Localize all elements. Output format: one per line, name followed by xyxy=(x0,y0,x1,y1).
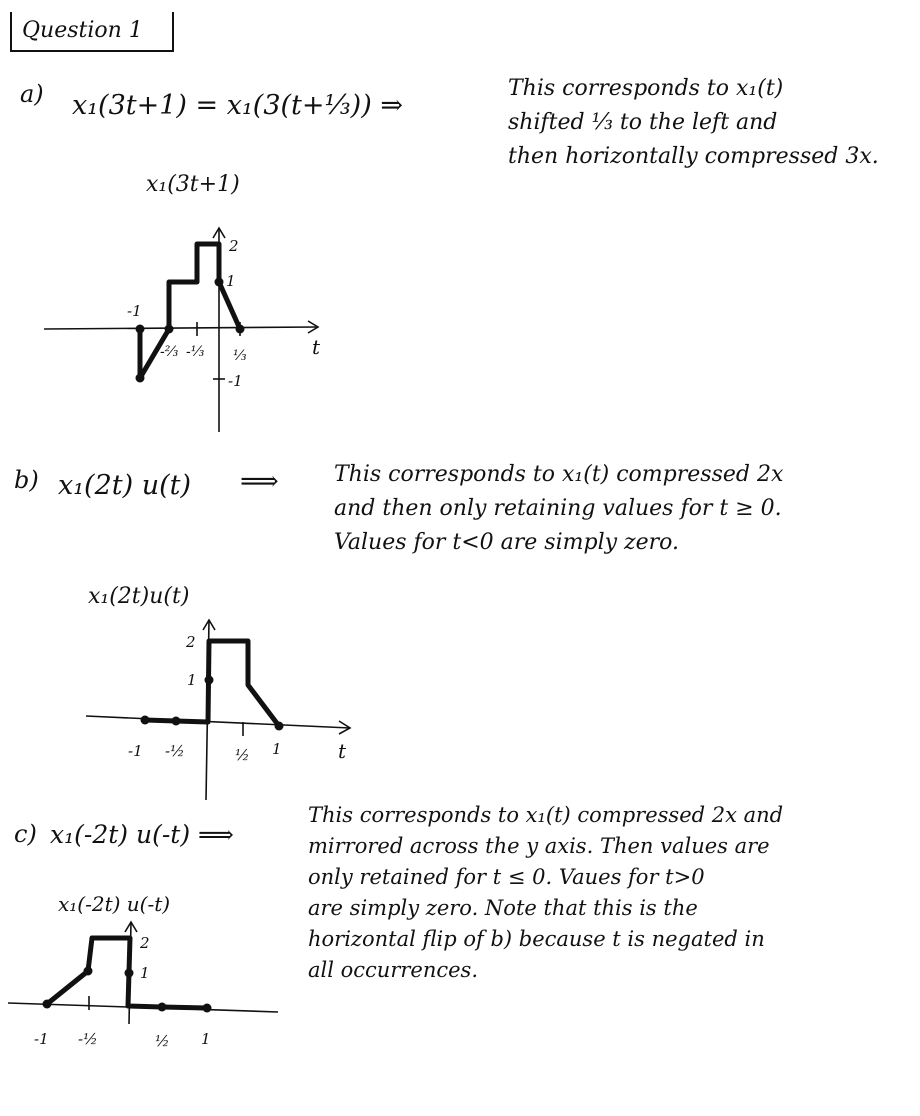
part-a-equation: x₁(3t+1) = x₁(3(t+⅓)) ⇒ xyxy=(72,90,403,121)
part-c-explanation-line: mirrored across the y axis. Then values are xyxy=(308,834,770,858)
plot-c-point xyxy=(43,1000,52,1009)
plot-c-tick-label: -1 xyxy=(34,1030,49,1048)
part-a-explanation-line: then horizontally compressed 3x. xyxy=(508,144,879,169)
plot-a-tick-label: -1 xyxy=(228,372,243,390)
plot-b-tick-label: 1 xyxy=(187,671,197,689)
plot-b-tick-label: 2 xyxy=(186,633,196,651)
plot-c-tick-label: 2 xyxy=(140,934,150,952)
part-c-label: c) xyxy=(14,820,37,848)
plot-c-tick-label: -½ xyxy=(78,1030,98,1048)
plot-c-tick-label: 1 xyxy=(140,964,150,982)
plot-c-point xyxy=(84,967,93,976)
plot-b-axis-label: t xyxy=(338,739,347,763)
part-c-explanation-line: all occurrences. xyxy=(308,958,478,982)
part-b-explanation-line: and then only retaining values for t ≥ 0. xyxy=(334,496,782,521)
part-c-explanation-line: are simply zero. Note that this is the xyxy=(308,896,698,920)
part-b-arrow: ⟹ xyxy=(240,466,279,497)
plot-c-point xyxy=(203,1004,212,1013)
plot-c-tick-label: 1 xyxy=(201,1030,211,1048)
plot-a-tick-label: 1 xyxy=(226,272,236,290)
plot-b-title: x₁(2t)u(t) xyxy=(88,584,190,609)
plot-a-tick-label: -⅓ xyxy=(186,344,205,360)
plot-c-title: x₁(-2t) u(-t) xyxy=(58,892,171,916)
plot-b-tick-label: 1 xyxy=(272,740,282,758)
plot-a-axis-label: t xyxy=(312,335,321,359)
question-title: Question 1 xyxy=(22,18,143,43)
part-b-explanation-line: Values for t<0 are simply zero. xyxy=(334,530,680,555)
part-c-explanation-line: This corresponds to x₁(t) compressed 2x and xyxy=(308,803,784,827)
plot-c-point xyxy=(125,969,134,978)
plot-a-tick-label: ⅓ xyxy=(233,348,247,364)
part-b-equation: x₁(2t) u(t) xyxy=(58,470,192,501)
plot-a-title: x₁(3t+1) xyxy=(146,172,240,197)
part-b-explanation-line: This corresponds to x₁(t) compressed 2x xyxy=(334,462,784,487)
part-b-label: b) xyxy=(14,466,39,494)
part-c-explanation-line: only retained for t ≤ 0. Vaues for t>0 xyxy=(308,865,705,889)
plot-b-tick-label: -½ xyxy=(165,742,185,760)
plot-c-point xyxy=(158,1003,167,1012)
part-c-explanation-line: horizontal flip of b) because t is negated in xyxy=(308,927,765,951)
part-a-explanation-line: This corresponds to x₁(t) xyxy=(508,76,784,101)
part-c-equation: x₁(-2t) u(-t) ⟹ xyxy=(50,820,234,849)
part-a-explanation-line: shifted ⅓ to the left and xyxy=(508,110,778,135)
plot-c-tick-label: ½ xyxy=(155,1032,170,1050)
plot-a-tick-label: 2 xyxy=(229,237,239,255)
plot-b-tick-label: ½ xyxy=(235,746,250,764)
plot-a-tick-label: -⅔ xyxy=(160,344,179,360)
part-a-label: a) xyxy=(20,80,44,108)
plot-a-tick-label: -1 xyxy=(127,302,142,320)
plot-b-tick-label: -1 xyxy=(128,742,143,760)
